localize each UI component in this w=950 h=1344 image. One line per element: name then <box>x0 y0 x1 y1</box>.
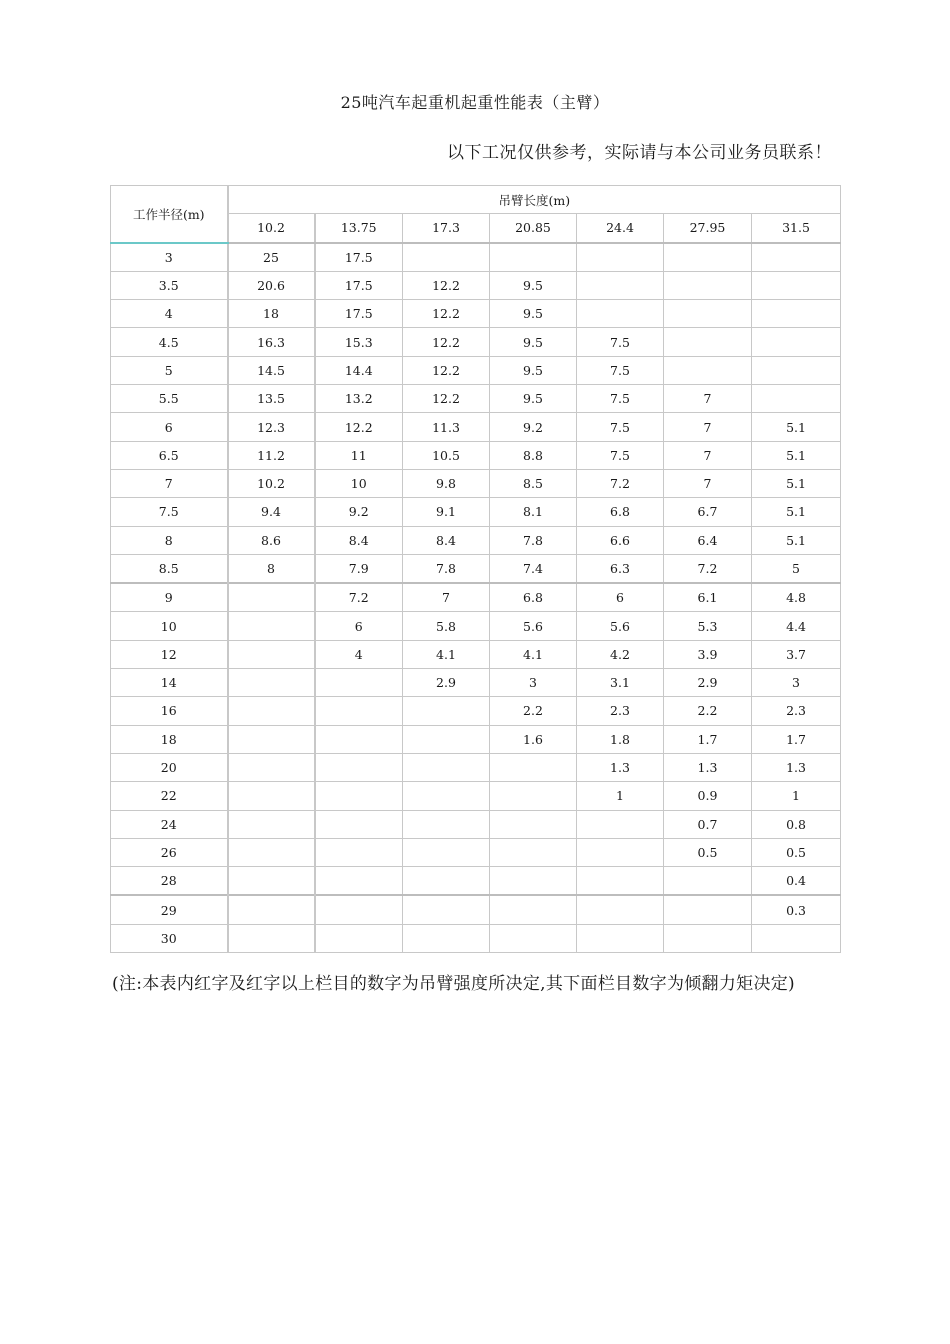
capacity-cell: 2.9 <box>403 669 490 697</box>
capacity-cell: 7.8 <box>403 554 490 583</box>
capacity-cell: 1.3 <box>664 753 752 781</box>
page-title: 25吨汽车起重机起重性能表（主臂） <box>340 93 610 112</box>
table-body <box>111 243 841 953</box>
capacity-cell <box>228 583 315 612</box>
capacity-cell: 9.2 <box>490 413 577 441</box>
table-row <box>111 243 841 272</box>
capacity-cell <box>664 243 752 272</box>
capacity-cell <box>752 271 841 299</box>
table-row <box>111 356 841 384</box>
capacity-cell: 11 <box>315 441 403 469</box>
capacity-cell: 9.2 <box>315 498 403 526</box>
table-row <box>111 526 841 554</box>
capacity-cell <box>403 924 490 952</box>
capacity-cell <box>403 867 490 896</box>
radius-cell: 24 <box>111 810 228 838</box>
capacity-cell: 7 <box>664 469 752 497</box>
capacity-cell: 16.3 <box>228 328 315 356</box>
capacity-cell <box>490 924 577 952</box>
capacity-cell: 7.8 <box>490 526 577 554</box>
table-row <box>111 300 841 328</box>
capacity-cell <box>403 753 490 781</box>
capacity-cell: 7 <box>664 413 752 441</box>
capacity-cell <box>228 810 315 838</box>
capacity-cell: 6 <box>315 612 403 640</box>
table-row <box>111 640 841 668</box>
capacity-cell: 1 <box>577 782 664 810</box>
capacity-cell: 5.1 <box>752 469 841 497</box>
table-row <box>111 413 841 441</box>
table-row <box>111 385 841 413</box>
capacity-cell <box>403 697 490 725</box>
capacity-cell: 6.4 <box>664 526 752 554</box>
capacity-cell: 1.6 <box>490 725 577 753</box>
capacity-cell <box>490 838 577 866</box>
capacity-cell: 1.3 <box>577 753 664 781</box>
capacity-cell <box>315 669 403 697</box>
capacity-cell: 9.1 <box>403 498 490 526</box>
capacity-cell: 8.4 <box>403 526 490 554</box>
capacity-cell: 9.5 <box>490 356 577 384</box>
capacity-cell: 4.4 <box>752 612 841 640</box>
capacity-cell: 8.5 <box>490 469 577 497</box>
capacity-cell: 3.9 <box>664 640 752 668</box>
capacity-cell <box>752 243 841 272</box>
capacity-cell: 12.2 <box>403 385 490 413</box>
capacity-cell: 5.6 <box>490 612 577 640</box>
capacity-cell: 1.8 <box>577 725 664 753</box>
radius-cell: 6.5 <box>111 441 228 469</box>
capacity-cell <box>664 895 752 924</box>
capacity-cell: 0.4 <box>752 867 841 896</box>
capacity-cell: 7.2 <box>315 583 403 612</box>
table-row <box>111 838 841 866</box>
capacity-cell <box>577 924 664 952</box>
capacity-cell <box>315 838 403 866</box>
radius-cell: 7.5 <box>111 498 228 526</box>
capacity-cell: 4.8 <box>752 583 841 612</box>
capacity-cell: 12.2 <box>315 413 403 441</box>
table-row <box>111 469 841 497</box>
radius-cell: 5 <box>111 356 228 384</box>
capacity-cell: 2.9 <box>664 669 752 697</box>
table-row <box>111 441 841 469</box>
capacity-cell <box>228 924 315 952</box>
capacity-cell: 12.2 <box>403 328 490 356</box>
capacity-cell: 3.1 <box>577 669 664 697</box>
capacity-cell <box>752 328 841 356</box>
boom-length-cell: 20.85 <box>490 214 577 243</box>
radius-cell: 12 <box>111 640 228 668</box>
capacity-cell: 8.6 <box>228 526 315 554</box>
capacity-cell <box>490 753 577 781</box>
capacity-cell <box>490 810 577 838</box>
capacity-cell: 1.3 <box>752 753 841 781</box>
capacity-cell <box>403 243 490 272</box>
capacity-cell: 20.6 <box>228 271 315 299</box>
capacity-cell <box>577 810 664 838</box>
table-row <box>111 612 841 640</box>
radius-cell: 5.5 <box>111 385 228 413</box>
capacity-cell <box>752 356 841 384</box>
table-row <box>111 753 841 781</box>
capacity-cell: 7 <box>403 583 490 612</box>
capacity-cell: 6.6 <box>577 526 664 554</box>
capacity-cell: 6.7 <box>664 498 752 526</box>
capacity-cell <box>228 753 315 781</box>
capacity-cell: 7.5 <box>577 356 664 384</box>
radius-cell: 30 <box>111 924 228 952</box>
capacity-cell: 17.5 <box>315 243 403 272</box>
radius-cell: 3 <box>111 243 228 272</box>
radius-cell: 26 <box>111 838 228 866</box>
capacity-cell: 7.5 <box>577 385 664 413</box>
capacity-cell: 4.2 <box>577 640 664 668</box>
capacity-cell: 7.5 <box>577 441 664 469</box>
capacity-cell: 2.3 <box>752 697 841 725</box>
radius-cell: 6 <box>111 413 228 441</box>
capacity-cell: 3 <box>752 669 841 697</box>
capacity-cell <box>228 895 315 924</box>
capacity-cell: 8.4 <box>315 526 403 554</box>
boom-length-cell: 31.5 <box>752 214 841 243</box>
capacity-cell: 8 <box>228 554 315 583</box>
boom-length-header: 吊臂长度(m) <box>228 186 841 214</box>
capacity-cell: 6.8 <box>577 498 664 526</box>
capacity-cell <box>490 895 577 924</box>
capacity-cell <box>577 838 664 866</box>
capacity-cell: 11.2 <box>228 441 315 469</box>
capacity-cell <box>577 867 664 896</box>
table-row <box>111 867 841 896</box>
capacity-cell: 5 <box>752 554 841 583</box>
table-row <box>111 924 841 952</box>
table-row <box>111 782 841 810</box>
capacity-cell: 4.1 <box>403 640 490 668</box>
table-row <box>111 271 841 299</box>
capacity-cell <box>490 243 577 272</box>
capacity-cell: 17.5 <box>315 271 403 299</box>
radius-cell: 3.5 <box>111 271 228 299</box>
capacity-cell: 7.4 <box>490 554 577 583</box>
table-row <box>111 328 841 356</box>
capacity-cell: 13.5 <box>228 385 315 413</box>
capacity-cell: 5.3 <box>664 612 752 640</box>
capacity-cell <box>403 782 490 810</box>
radius-cell: 28 <box>111 867 228 896</box>
capacity-cell <box>664 271 752 299</box>
capacity-cell: 7.5 <box>577 413 664 441</box>
table-row <box>111 498 841 526</box>
capacity-cell: 7.9 <box>315 554 403 583</box>
capacity-cell: 4 <box>315 640 403 668</box>
capacity-cell: 2.2 <box>664 697 752 725</box>
capacity-cell <box>403 838 490 866</box>
capacity-cell: 5.1 <box>752 498 841 526</box>
capacity-cell <box>664 356 752 384</box>
capacity-cell <box>577 271 664 299</box>
boom-length-cell: 27.95 <box>664 214 752 243</box>
capacity-cell: 10 <box>315 469 403 497</box>
capacity-cell <box>403 810 490 838</box>
capacity-cell: 12.3 <box>228 413 315 441</box>
capacity-cell <box>403 895 490 924</box>
capacity-cell <box>752 300 841 328</box>
capacity-cell: 9.4 <box>228 498 315 526</box>
radius-cell: 9 <box>111 583 228 612</box>
capacity-cell: 2.3 <box>577 697 664 725</box>
capacity-cell: 12.2 <box>403 271 490 299</box>
capacity-cell <box>577 895 664 924</box>
capacity-cell: 5.6 <box>577 612 664 640</box>
capacity-cell: 11.3 <box>403 413 490 441</box>
footnote: (注:本表内红字及红字以上栏目的数字为吊臂强度所决定,其下面栏目数字为倾翻力矩决定) <box>112 974 795 994</box>
capacity-cell: 7 <box>664 385 752 413</box>
capacity-cell <box>228 867 315 896</box>
capacity-cell: 7.2 <box>577 469 664 497</box>
capacity-cell <box>577 243 664 272</box>
radius-cell: 16 <box>111 697 228 725</box>
capacity-cell <box>403 725 490 753</box>
capacity-cell: 7.2 <box>664 554 752 583</box>
radius-cell: 14 <box>111 669 228 697</box>
capacity-cell <box>228 612 315 640</box>
capacity-cell: 4.1 <box>490 640 577 668</box>
capacity-cell <box>315 697 403 725</box>
capacity-cell <box>490 782 577 810</box>
table-row <box>111 669 841 697</box>
radius-cell: 8 <box>111 526 228 554</box>
capacity-cell: 1 <box>752 782 841 810</box>
capacity-cell <box>315 924 403 952</box>
capacity-cell: 3.7 <box>752 640 841 668</box>
capacity-cell: 9.5 <box>490 385 577 413</box>
capacity-cell <box>752 385 841 413</box>
capacity-cell: 15.3 <box>315 328 403 356</box>
capacity-cell: 18 <box>228 300 315 328</box>
table-row <box>111 895 841 924</box>
capacity-cell <box>490 867 577 896</box>
capacity-cell: 5.8 <box>403 612 490 640</box>
capacity-cell <box>664 328 752 356</box>
table-row <box>111 697 841 725</box>
capacity-cell: 8.1 <box>490 498 577 526</box>
capacity-cell <box>315 810 403 838</box>
capacity-cell: 8.8 <box>490 441 577 469</box>
capacity-cell <box>664 867 752 896</box>
load-chart-table <box>110 185 841 953</box>
radius-cell: 8.5 <box>111 554 228 583</box>
table-row <box>111 810 841 838</box>
capacity-cell: 12.2 <box>403 356 490 384</box>
boom-length-cell: 13.75 <box>315 214 403 243</box>
capacity-cell: 5.1 <box>752 441 841 469</box>
radius-cell: 4.5 <box>111 328 228 356</box>
capacity-cell: 6.1 <box>664 583 752 612</box>
capacity-cell <box>577 300 664 328</box>
capacity-cell <box>228 669 315 697</box>
boom-length-cell: 17.3 <box>403 214 490 243</box>
boom-length-cell: 10.2 <box>228 214 315 243</box>
capacity-cell: 0.5 <box>664 838 752 866</box>
capacity-cell: 5.1 <box>752 413 841 441</box>
capacity-cell: 9.5 <box>490 271 577 299</box>
radius-header: 工作半径(m) <box>111 186 228 243</box>
radius-cell: 22 <box>111 782 228 810</box>
page-subtitle: 以下工况仅供参考，实际请与本公司业务员联系！ <box>447 143 832 163</box>
capacity-cell: 10.5 <box>403 441 490 469</box>
capacity-cell <box>664 924 752 952</box>
capacity-cell: 10.2 <box>228 469 315 497</box>
capacity-cell: 0.3 <box>752 895 841 924</box>
capacity-cell <box>315 895 403 924</box>
capacity-cell <box>228 838 315 866</box>
capacity-cell: 7.5 <box>577 328 664 356</box>
table-row <box>111 725 841 753</box>
capacity-cell: 1.7 <box>752 725 841 753</box>
capacity-cell <box>228 725 315 753</box>
capacity-cell: 9.5 <box>490 328 577 356</box>
capacity-cell: 9.5 <box>490 300 577 328</box>
capacity-cell: 12.2 <box>403 300 490 328</box>
capacity-cell: 6.3 <box>577 554 664 583</box>
capacity-cell <box>664 300 752 328</box>
capacity-cell: 3 <box>490 669 577 697</box>
capacity-cell: 0.5 <box>752 838 841 866</box>
capacity-cell: 9.8 <box>403 469 490 497</box>
capacity-cell: 6.8 <box>490 583 577 612</box>
capacity-cell <box>228 697 315 725</box>
boom-length-cell: 24.4 <box>577 214 664 243</box>
table-row <box>111 583 841 612</box>
capacity-cell: 7 <box>664 441 752 469</box>
radius-cell: 10 <box>111 612 228 640</box>
capacity-cell: 0.8 <box>752 810 841 838</box>
capacity-cell: 13.2 <box>315 385 403 413</box>
capacity-cell: 6 <box>577 583 664 612</box>
capacity-cell: 25 <box>228 243 315 272</box>
capacity-cell <box>315 753 403 781</box>
radius-cell: 18 <box>111 725 228 753</box>
capacity-cell <box>228 782 315 810</box>
capacity-cell: 1.7 <box>664 725 752 753</box>
radius-cell: 29 <box>111 895 228 924</box>
capacity-cell <box>315 725 403 753</box>
capacity-cell: 0.7 <box>664 810 752 838</box>
radius-cell: 20 <box>111 753 228 781</box>
capacity-cell <box>315 867 403 896</box>
capacity-cell <box>228 640 315 668</box>
capacity-cell: 2.2 <box>490 697 577 725</box>
table-row <box>111 554 841 583</box>
capacity-cell: 5.1 <box>752 526 841 554</box>
capacity-cell: 14.4 <box>315 356 403 384</box>
capacity-cell: 17.5 <box>315 300 403 328</box>
capacity-cell: 0.9 <box>664 782 752 810</box>
capacity-cell <box>315 782 403 810</box>
capacity-cell <box>752 924 841 952</box>
radius-cell: 7 <box>111 469 228 497</box>
capacity-cell: 14.5 <box>228 356 315 384</box>
radius-cell: 4 <box>111 300 228 328</box>
